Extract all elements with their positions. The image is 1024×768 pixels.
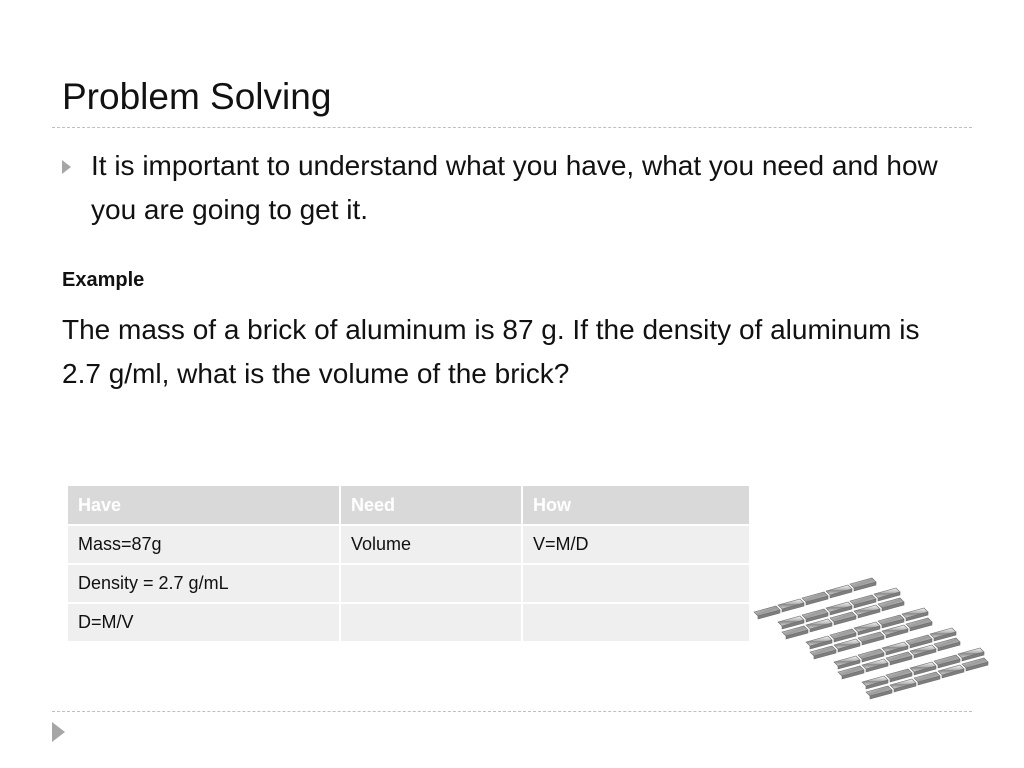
header-need: Need — [341, 486, 523, 526]
header-have: Have — [68, 486, 341, 526]
table-header-row — [68, 486, 751, 526]
table-row — [68, 565, 751, 604]
bullet-text: It is important to understand what you have, what you need and how you are going to get it. — [91, 150, 938, 225]
table-cell — [523, 604, 751, 643]
header-how: How — [523, 486, 751, 526]
table-cell: D=M/V — [68, 604, 341, 643]
footer-divider — [52, 711, 972, 712]
table-cell — [341, 604, 523, 643]
table-cell: V=M/D — [523, 526, 751, 565]
bullet-point — [62, 144, 942, 232]
example-label: Example — [62, 269, 145, 291]
table-cell: Volume — [341, 526, 523, 565]
table-cell: Density = 2.7 g/mL — [68, 565, 341, 604]
slide-title: Problem Solving — [62, 76, 332, 117]
next-slide-arrow-icon[interactable] — [52, 722, 65, 742]
table-cell — [341, 565, 523, 604]
bullet-arrow-icon — [62, 160, 71, 174]
title-divider — [52, 127, 972, 128]
table-row — [68, 604, 751, 643]
have-need-how-table — [68, 486, 751, 643]
table-cell — [523, 565, 751, 604]
table-cell: Mass=87g — [68, 526, 341, 565]
aluminum-brick-tiles-image — [748, 572, 994, 708]
problem-text: The mass of a brick of aluminum is 87 g. If the density of aluminum is 2.7 g/ml, what is the volume of the brick? — [62, 314, 920, 389]
table-row — [68, 526, 751, 565]
